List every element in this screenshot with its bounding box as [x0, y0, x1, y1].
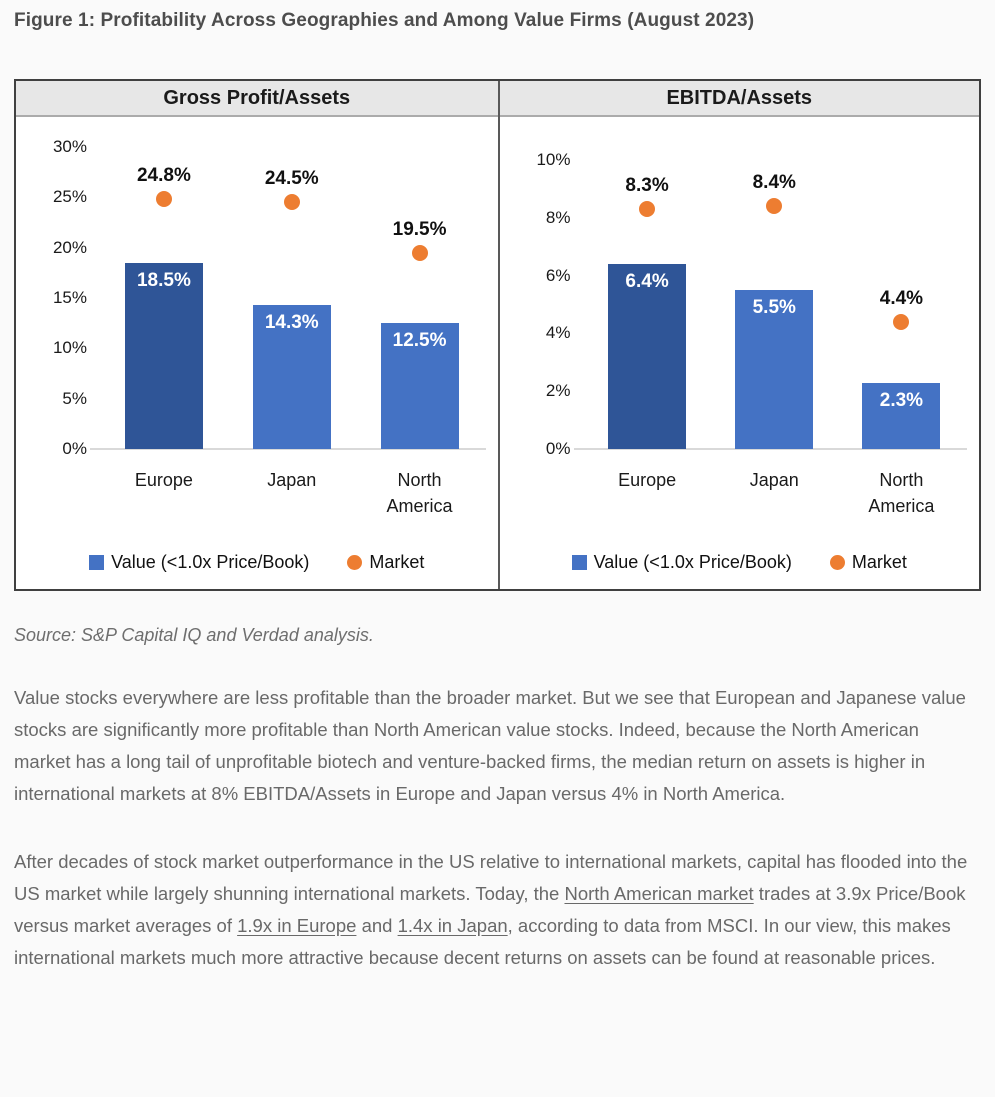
category-label-cell	[711, 467, 838, 519]
body-paragraph-2	[14, 846, 980, 974]
legend-value-label: Value (<1.0x Price/Book)	[593, 552, 792, 572]
market-data-label: 8.3%	[625, 175, 669, 197]
category-axis	[100, 467, 484, 519]
market-data-label: 4.4%	[879, 287, 924, 309]
category-label: North America	[868, 470, 935, 517]
y-axis-tick-label: 6%	[545, 265, 571, 285]
market-dot	[156, 191, 172, 207]
category-label: Europe	[618, 470, 677, 490]
legend-market-marker	[347, 555, 362, 570]
market-dot	[639, 201, 655, 217]
y-axis-tick-label: 5%	[62, 388, 87, 408]
source-note: Source: S&P Capital IQ and Verdad analysis.	[14, 625, 374, 645]
inline-link[interactable]: North American market	[564, 883, 754, 904]
value-bar	[735, 290, 813, 449]
market-data-label: 24.8%	[136, 165, 191, 187]
bar-data-label: 6.4%	[625, 271, 669, 293]
text-segment: and	[356, 915, 398, 936]
category-axis	[584, 467, 966, 519]
figure-panel-group	[14, 79, 981, 591]
text-segment: trades at 3.9x Price/Book versus market averages of	[14, 883, 966, 936]
chart-area	[500, 117, 980, 589]
y-axis-tick-label: 25%	[52, 187, 87, 207]
market-dot	[893, 314, 909, 330]
category-label-cell	[100, 467, 228, 519]
y-axis-tick-label: 8%	[545, 207, 571, 227]
bar-data-label: 14.3%	[264, 312, 319, 334]
market-dot	[766, 198, 782, 214]
category-label-cell	[838, 467, 965, 519]
market-data-label: 19.5%	[392, 218, 447, 240]
category-label-cell	[584, 467, 711, 519]
legend-market-label: Market	[369, 552, 425, 572]
plot-area	[52, 137, 484, 458]
y-axis-tick-label: 20%	[52, 237, 87, 257]
figure-title: Figure 1: Profitability Across Geographies and Among Value Firms (August 2023)	[14, 10, 755, 31]
inline-link[interactable]: 1.4x in Japan	[397, 915, 508, 936]
chart-area	[16, 117, 498, 589]
category-label-cell	[356, 467, 484, 519]
category-label: North America	[386, 470, 453, 517]
chart-title: EBITDA/Assets	[500, 81, 980, 117]
y-axis-tick-label: 4%	[545, 323, 571, 343]
market-dot	[412, 245, 428, 261]
bar-data-label: 18.5%	[136, 269, 191, 291]
y-axis-tick-label: 0%	[545, 439, 571, 458]
category-label-cell	[228, 467, 356, 519]
body-paragraph-1	[14, 682, 980, 810]
category-label: Japan	[749, 470, 799, 490]
value-bar	[862, 383, 940, 449]
y-axis-tick-label: 2%	[545, 381, 571, 401]
plot-area	[536, 150, 966, 458]
category-label: Europe	[134, 470, 193, 490]
text-segment: , according to data from MSCI. In our view, this makes international markets much more attractive because decent returns on assets can be found at reasonable prices.	[14, 915, 951, 968]
bar-data-label: 12.5%	[392, 330, 447, 352]
text-segment: After decades of stock market outperformance in the US relative to international markets, capital has flooded into the US market while largely shunning international markets. Today, the	[14, 851, 968, 904]
market-dot	[284, 194, 300, 210]
value-bar	[608, 264, 686, 449]
market-data-label: 24.5%	[264, 168, 319, 190]
market-data-label: 8.4%	[752, 172, 796, 194]
inline-link[interactable]: 1.9x in Europe	[237, 915, 357, 936]
chart-gross-profit-assets	[16, 81, 498, 589]
legend-market-marker	[830, 555, 845, 570]
chart-ebitda-assets	[498, 81, 980, 589]
y-axis-tick-label: 10%	[536, 150, 571, 169]
value-bar	[253, 305, 331, 449]
y-axis-tick-label: 0%	[62, 439, 87, 458]
legend-value-label: Value (<1.0x Price/Book)	[111, 552, 310, 572]
text-segment: Value stocks everywhere are less profitable than the broader market. But we see that European and Japanese value stocks are significantly more profitable than North American value stocks. Indeed, because the North American market has a long tail of unprofitable biotech and venture-backed firms, the median return on assets is higher in international markets at 8% EBITDA/Assets in Europe and Japan versus 4% in North America.	[14, 687, 966, 804]
y-axis-tick-label: 10%	[52, 338, 87, 358]
y-axis-tick-label: 15%	[52, 288, 87, 307]
legend-value-marker	[89, 555, 104, 570]
legend-value-marker	[572, 555, 587, 570]
category-label: Japan	[267, 470, 317, 490]
value-bar	[381, 323, 459, 449]
chart-legend	[16, 552, 498, 573]
value-bar	[125, 263, 203, 449]
y-axis-tick-label: 30%	[52, 137, 87, 156]
bar-data-label: 5.5%	[752, 297, 796, 319]
chart-legend	[500, 552, 980, 573]
legend-market-label: Market	[851, 552, 907, 572]
bar-data-label: 2.3%	[879, 389, 924, 411]
chart-title: Gross Profit/Assets	[16, 81, 498, 117]
